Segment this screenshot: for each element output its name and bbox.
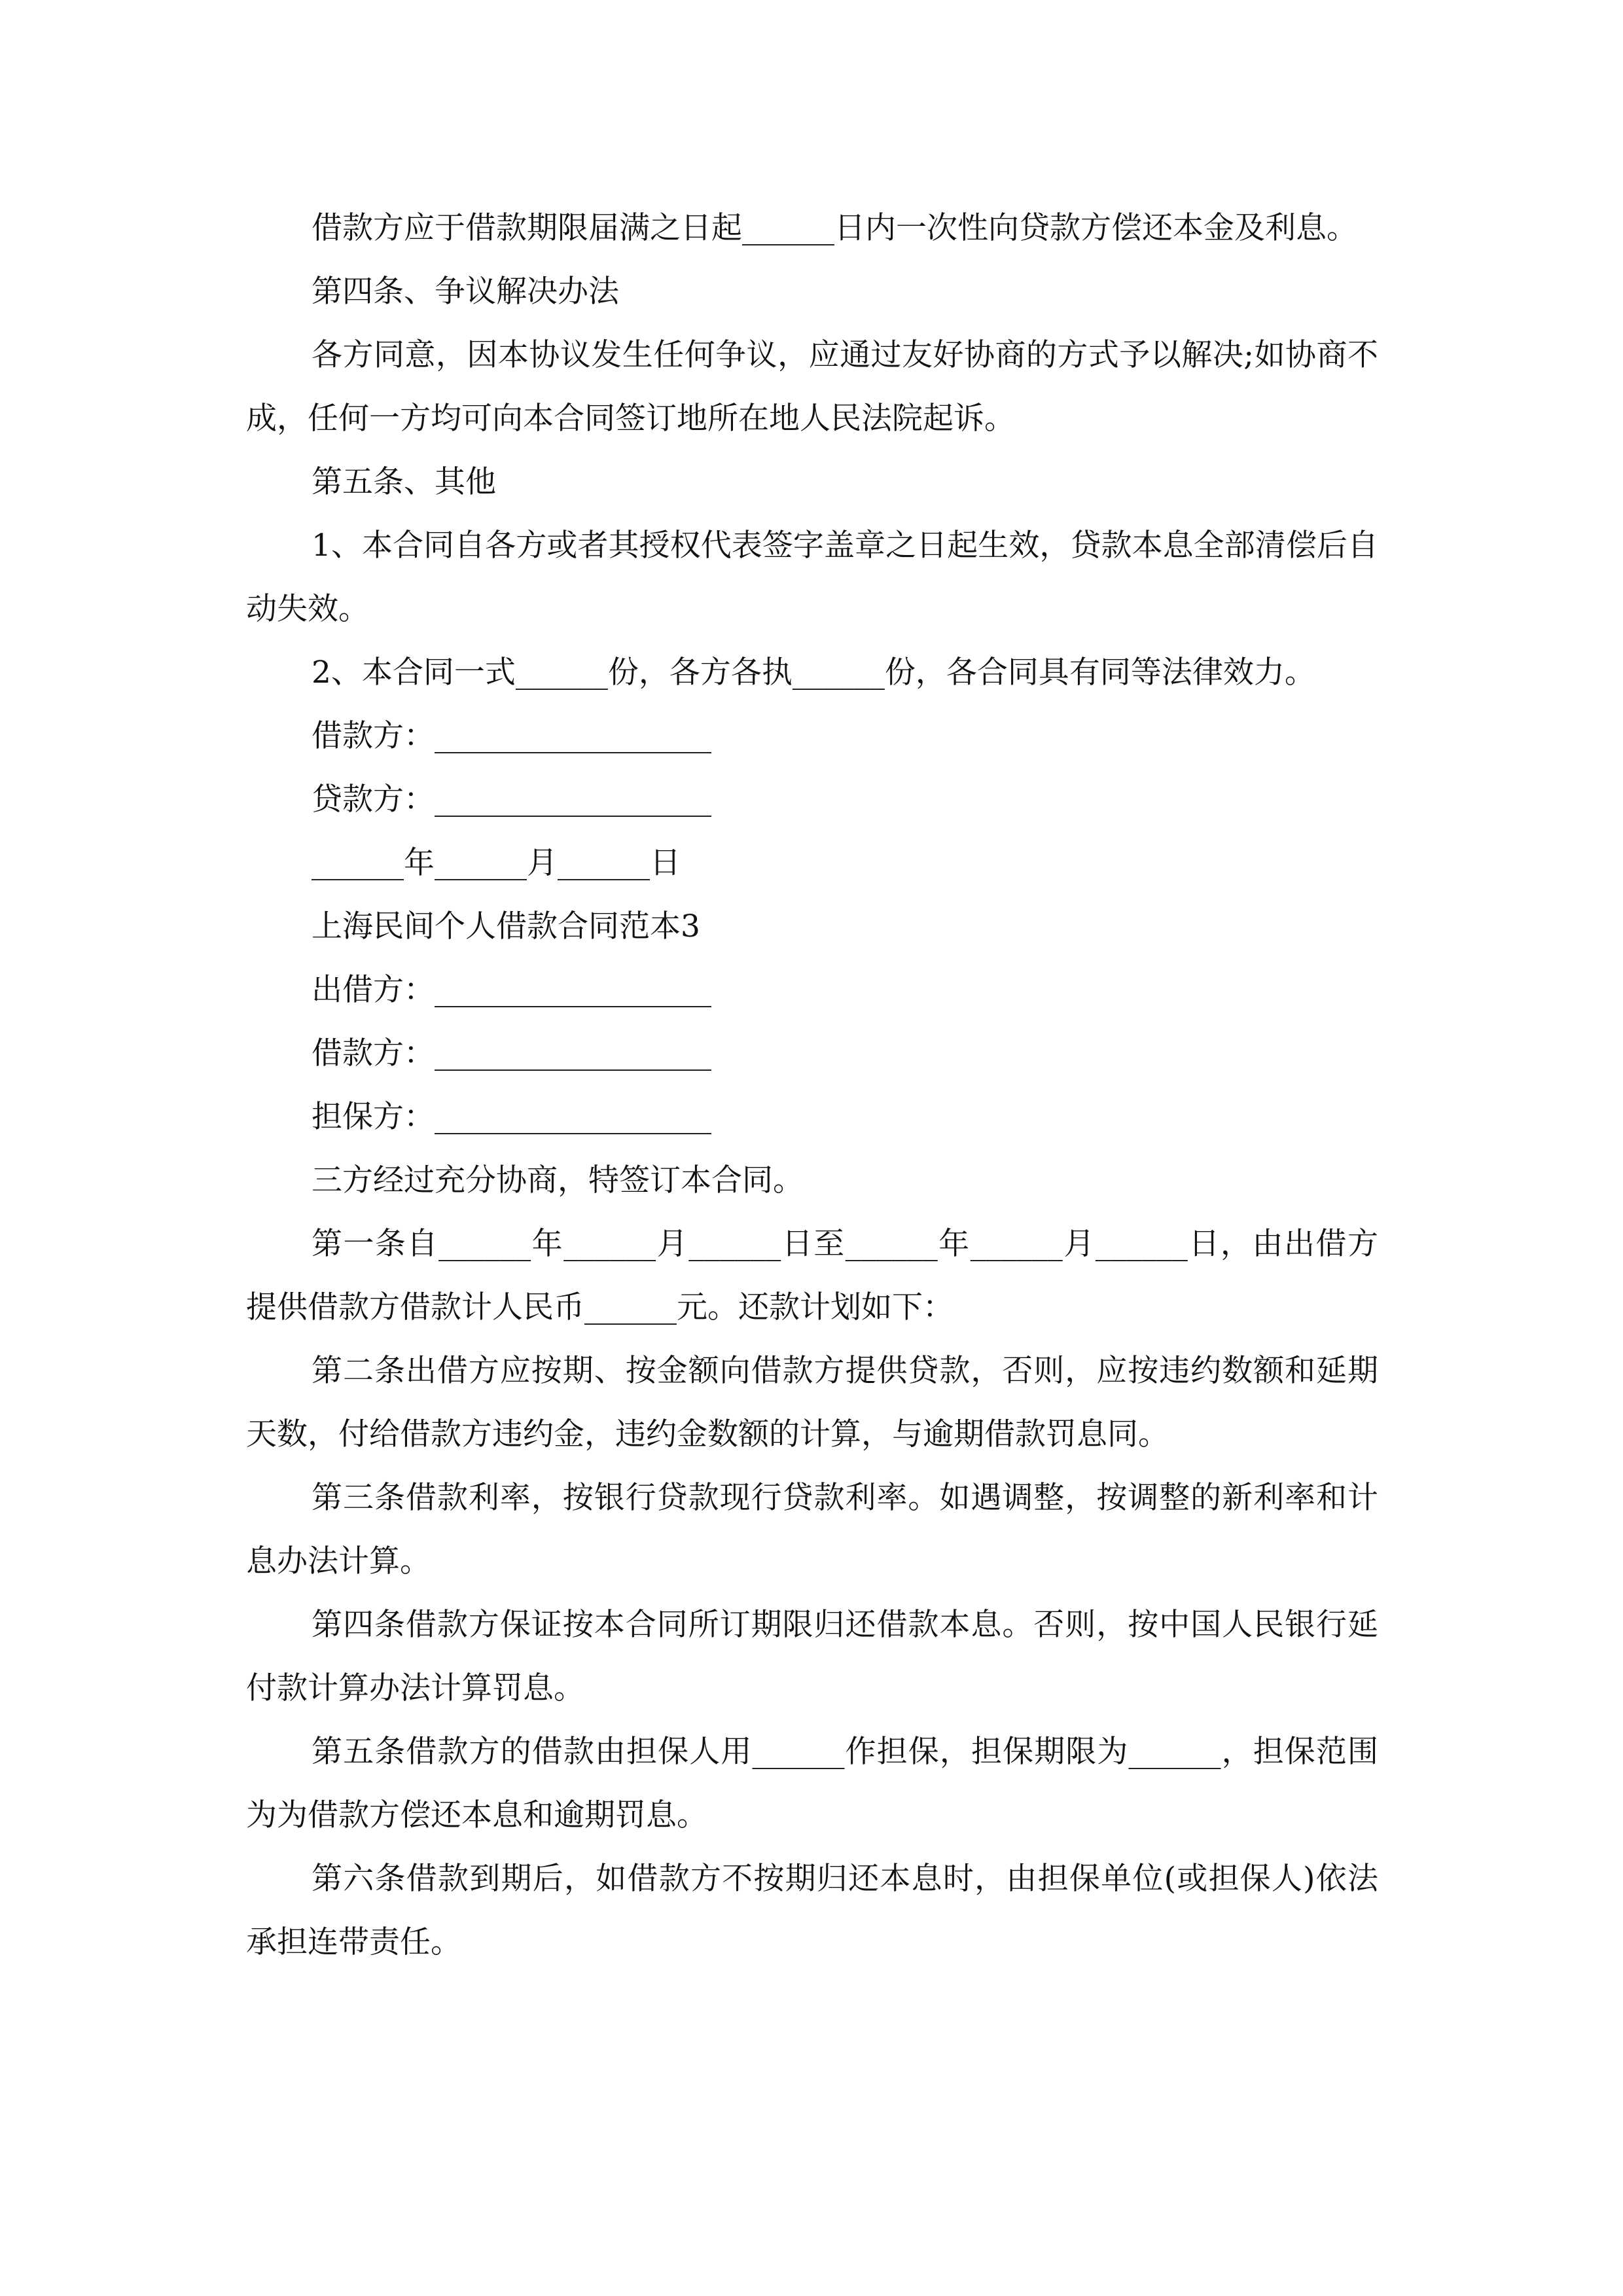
party-guarantor: 担保方：__________________	[312, 1099, 711, 1135]
party-borrower: 借款方：__________________	[312, 1035, 711, 1071]
document-page	[246, 196, 1378, 1974]
paragraph-effective: 1、本合同自各方或者其授权代表签字盖章之日起生效，贷款本息全部清偿后自动失效。	[246, 528, 1378, 627]
paragraph-article-4: 第四条借款方保证按本合同所订期限归还借款本息。否则，按中国人民银行延付款计算办法计算罚息。	[246, 1607, 1378, 1706]
paragraph-dispute: 各方同意，因本协议发生任何争议，应通过友好协商的方式予以解决;如协商不成，任何一方均可向本合同签订地所在地人民法院起诉。	[246, 337, 1378, 437]
paragraph-repayment: 借款方应于借款期限届满之日起______日内一次性向贷款方偿还本金及利息。	[312, 210, 1357, 246]
heading-article-5: 第五条、其他	[312, 464, 496, 500]
signature-borrower: 借款方：__________________	[312, 718, 711, 754]
signature-lender: 贷款方：__________________	[312, 781, 711, 817]
signature-date: ______年______月______日	[312, 845, 681, 881]
paragraph-article-2: 第二条出借方应按期、按金额向借款方提供贷款，否则，应按违约数额和延期天数，付给借款方违约金，违约金数额的计算，与逾期借款罚息同。	[246, 1353, 1378, 1452]
paragraph-article-6: 第六条借款到期后，如借款方不按期归还本息时，由担保单位(或担保人)依法承担连带责任。	[246, 1861, 1378, 1960]
heading-article-4: 第四条、争议解决办法	[312, 274, 619, 310]
paragraph-article-3: 第三条借款利率，按银行贷款现行贷款利率。如遇调整，按调整的新利率和计息办法计算。	[246, 1480, 1378, 1579]
party-lender: 出借方：__________________	[312, 972, 711, 1008]
paragraph-article-5: 第五条借款方的借款由担保人用______作担保，担保期限为______，担保范围为为借款方偿还本息和逾期罚息。	[246, 1734, 1378, 1833]
paragraph-article-1: 第一条自______年______月______日至______年______月______日，由出借方提供借款方借款计人民币______元。还款计划如下：	[246, 1226, 1378, 1325]
paragraph-copies: 2、本合同一式______份，各方各执______份，各合同具有同等法律效力。	[312, 655, 1315, 691]
section-title: 上海民间个人借款合同范本3	[312, 908, 700, 944]
paragraph-intro: 三方经过充分协商，特签订本合同。	[312, 1162, 804, 1198]
